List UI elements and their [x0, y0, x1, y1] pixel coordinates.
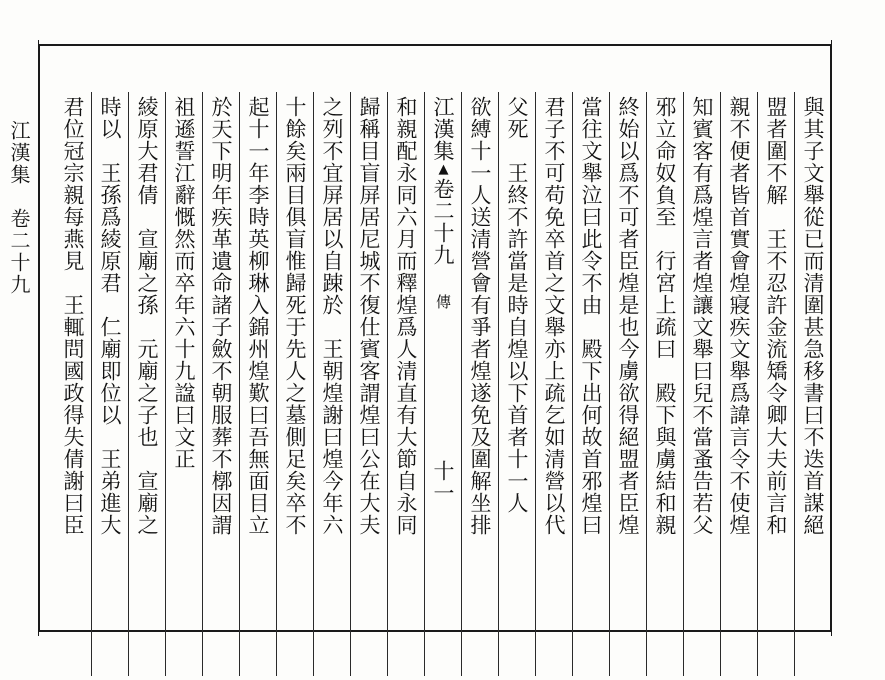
- center-title: 江漢集: [431, 96, 455, 162]
- column-rule: [683, 92, 684, 676]
- column-rule: [165, 92, 166, 676]
- column-rule: [794, 92, 795, 676]
- text-column: 當往文舉泣曰此令不由 殿下出何故首邪煌曰: [579, 96, 603, 536]
- text-column: 歸稱目盲屏居尼城不復仕賓客謂煌曰公在大夫: [357, 96, 381, 536]
- text-column: 君位冠宗親每燕見 王輒問國政得失倩謝曰臣: [61, 96, 85, 536]
- column-rule: [128, 92, 129, 676]
- text-column: 親不便者皆首實會煌寢疾文舉爲諱言令不使煌: [727, 96, 751, 536]
- column-rule: [757, 92, 758, 676]
- center-fold-column: [428, 96, 458, 674]
- text-column: 與其子文舉從已而清圍甚急移書曰不迭首謀絕: [801, 96, 825, 536]
- text-column: 於天下明年疾革遺命諸子斂不朝服葬不槨因謂: [209, 96, 233, 536]
- column-rule: [572, 92, 573, 676]
- column-rule: [276, 92, 277, 676]
- text-column: 之列不宜屏居以自踈於 王朝煌謝曰煌今年六: [320, 96, 344, 536]
- text-column: 君子不可苟免卒首之文舉亦上疏乞如清營以代: [542, 96, 566, 536]
- text-frame: [38, 44, 832, 632]
- text-column: 祖遜誓江辭慨然而卒年六十九諡曰文正: [172, 96, 196, 470]
- text-column: 十餘矣兩目俱盲惟歸死于先人之墓側足矣卒不: [283, 96, 307, 536]
- column-rule: [202, 92, 203, 676]
- text-column: 終始以爲不可者臣煌是也今虜欲得絕盟者臣煌: [616, 96, 640, 536]
- text-column: 父死 王終不許當是時自煌以下首者十一人: [505, 96, 529, 514]
- text-column: 和親配永同六月而釋煌爲人清直有大節自永同: [394, 96, 418, 536]
- column-rule: [720, 92, 721, 676]
- column-rule: [313, 92, 314, 676]
- center-page-number: 十一: [431, 460, 455, 504]
- column-rule: [461, 92, 462, 676]
- column-rule: [387, 92, 388, 676]
- text-column: 邪立命奴負至 行宮上疏曰 殿下與虜結和親: [653, 96, 677, 536]
- center-volume: 卷二十九: [431, 178, 455, 266]
- column-rule: [609, 92, 610, 676]
- column-rule: [498, 92, 499, 676]
- text-column: 盟者圍不解 王不忍許金流矯令卿大夫前言和: [764, 96, 788, 536]
- center-section: 傳: [434, 294, 452, 310]
- text-column: 欲縛十一人送清營會有爭者煌遂免及圍解坐排: [468, 96, 492, 536]
- margin-label: 江漢集 卷二十九: [7, 120, 31, 296]
- text-column: 起十一年李時英柳琳入錦州煌歎曰吾無面目立: [246, 96, 270, 536]
- column-rule: [350, 92, 351, 676]
- column-rule: [646, 92, 647, 676]
- text-column: 知賓客有爲煌言者煌讓文舉曰兒不當蚤告若父: [690, 96, 714, 536]
- column-rule: [535, 92, 536, 676]
- fish-tail-mark: ▲: [436, 162, 451, 178]
- column-rule: [424, 92, 425, 676]
- text-column: 時以 王孫爲綾原君 仁廟即位以 王弟進大: [98, 96, 122, 536]
- text-column: 綾原大君倩 宣廟之孫 元廟之子也 宣廟之: [135, 96, 159, 536]
- column-rule: [239, 92, 240, 676]
- column-rule: [91, 92, 92, 676]
